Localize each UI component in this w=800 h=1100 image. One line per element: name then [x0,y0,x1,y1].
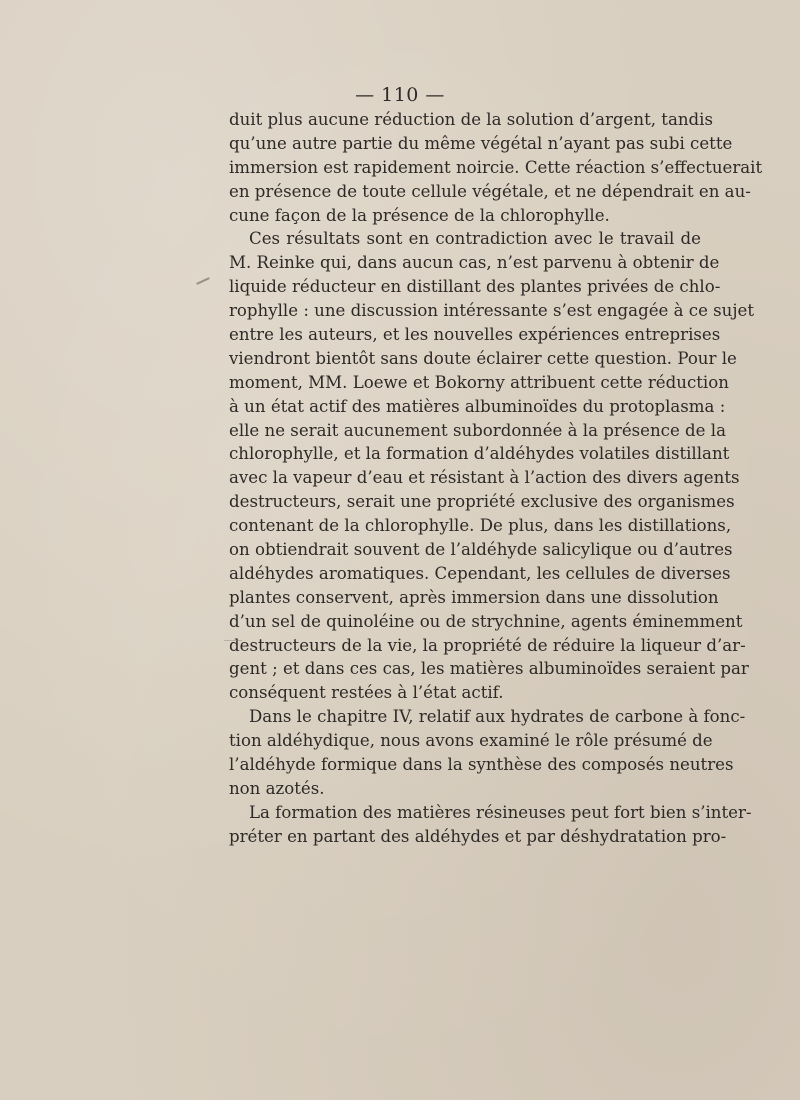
text-line: rophylle : une discussion intéressante s’est engagée à ce sujet [229,301,754,321]
text-line: viendront bientôt sans doute éclairer cette question. Pour le [229,348,737,368]
text-line: préter en partant des aldéhydes et par déshydratation pro- [229,826,727,846]
text-line: Ces résultats sont en contradiction avec le travail de [249,229,701,249]
text-line: destructeurs, serait une propriété exclusive des organismes [229,492,735,512]
text-line: en présence de toute cellule végétale, et ne dépendrait en au- [229,181,751,201]
text-line: Dans le chapitre IV, relatif aux hydrates de carbone à fonc- [249,707,746,727]
text-line: M. Reinke qui, dans aucun cas, n’est parvenu à obtenir de [229,253,720,273]
text-line: immersion est rapidement noircie. Cette réaction s’effectuerait [229,157,763,177]
body-text [229,108,763,849]
text-line: duit plus aucune réduction de la solution d’argent, tandis [229,110,713,129]
margin-mark [196,277,210,285]
text-line: avec la vapeur d’eau et résistant à l’action des divers agents [229,468,740,488]
text-line: moment, MM. Loewe et Bokorny attribuent cette réduction [229,372,729,392]
text-line: destructeurs de la vie, la propriété de réduire la liqueur d’ar- [229,635,746,655]
text-line: plantes conservent, après immersion dans une dissolution [229,587,719,607]
text-line: gent ; et dans ces cas, les matières albuminoïdes seraient par [229,659,749,679]
text-line: cune façon de la présence de la chlorophylle. [229,205,610,225]
text-line: conséquent restées à l’état actif. [229,683,504,703]
text-line: entre les auteurs, et les nouvelles expériences entreprises [229,325,721,345]
text-line: tion aldéhydique, nous avons examiné le rôle présumé de [229,731,713,751]
margin-smudge [224,640,242,641]
text-line: à un état actif des matières albuminoïdes du protoplasma : [229,396,726,416]
text-line: contenant de la chlorophylle. De plus, dans les distillations, [229,516,732,536]
text-line: l’aldéhyde formique dans la synthèse des composés neutres [229,755,734,775]
text-line: aldéhydes aromatiques. Cependant, les cellules de diverses [229,563,731,583]
text-line: elle ne serait aucunement subordonnée à la présence de la [229,420,726,440]
text-line: liquide réducteur en distillant des plantes privées de chlo- [229,277,721,297]
text-line: d’un sel de quinoléine ou de strychnine, agents éminemment [229,611,743,631]
page-number: — 110 — [355,84,445,106]
text-line: qu’une autre partie du même végétal n’ayant pas subi cette [229,133,733,153]
text-line: on obtiendrait souvent de l’aldéhyde salicylique ou d’autres [229,540,733,560]
text-line: La formation des matières résineuses peut fort bien s’inter- [249,802,752,822]
text-line: chlorophylle, et la formation d’aldéhydes volatiles distillant [229,444,730,464]
text-line: non azotés. [229,778,325,798]
